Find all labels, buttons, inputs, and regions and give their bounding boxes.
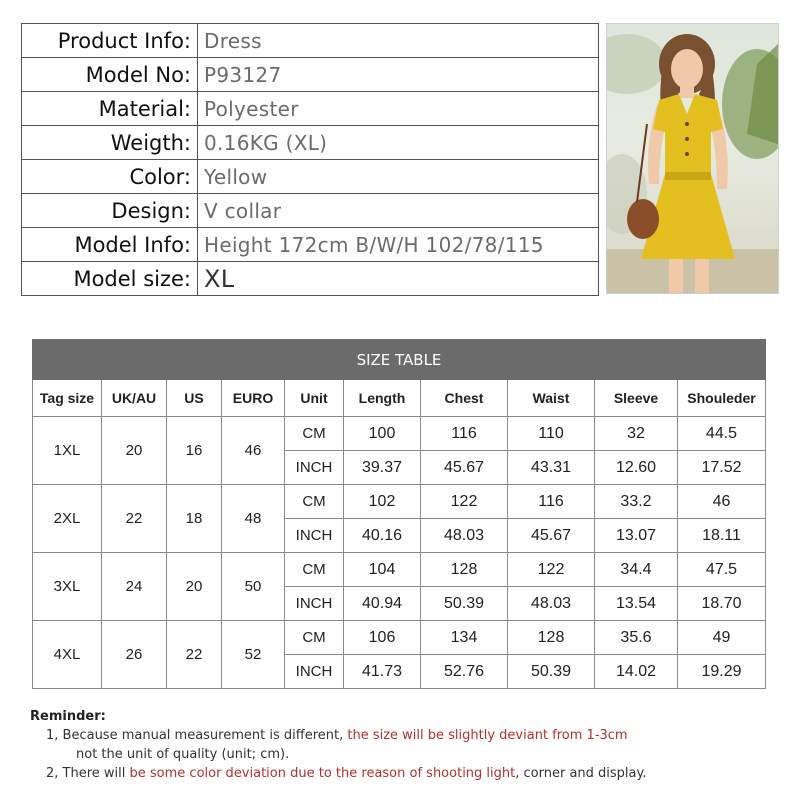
info-label: Design: [22,194,198,228]
unit-cell: INCH [285,587,344,621]
column-header: UK/AU [102,380,167,417]
length-cell: 40.16 [344,519,421,553]
chest-cell: 50.39 [421,587,508,621]
info-label: Weigth: [22,126,198,160]
length-cell: 39.37 [344,451,421,485]
waist-cell: 50.39 [508,655,595,689]
euro-cell: 52 [222,621,285,689]
sleeve-cell: 13.54 [595,587,678,621]
us-cell: 20 [167,553,222,621]
shoulder-cell: 18.11 [678,519,766,553]
uk-cell: 22 [102,485,167,553]
info-row [22,58,599,92]
shoulder-cell: 49 [678,621,766,655]
model-illustration [607,24,778,293]
info-label: Model size: [22,262,198,296]
info-value: XL [198,262,599,296]
column-header: US [167,380,222,417]
column-header: Shouleder [678,380,766,417]
sleeve-cell: 32 [595,417,678,451]
waist-cell: 48.03 [508,587,595,621]
chest-cell: 122 [421,485,508,519]
unit-cell: CM [285,621,344,655]
table-row [33,553,766,587]
unit-cell: INCH [285,451,344,485]
euro-cell: 46 [222,417,285,485]
sleeve-cell: 34.4 [595,553,678,587]
info-row [22,126,599,160]
info-row [22,228,599,262]
us-cell: 18 [167,485,222,553]
table-row [33,485,766,519]
shoulder-cell: 47.5 [678,553,766,587]
info-value: Height 172cm B/W/H 102/78/115 [198,228,599,262]
sleeve-cell: 13.07 [595,519,678,553]
column-header: EURO [222,380,285,417]
unit-cell: CM [285,485,344,519]
column-header: Sleeve [595,380,678,417]
info-value: Polyester [198,92,599,126]
sleeve-cell: 14.02 [595,655,678,689]
tag-size-cell: 1XL [33,417,102,485]
info-row [22,92,599,126]
length-cell: 106 [344,621,421,655]
reminder-text: , corner and display. [515,766,647,781]
info-label: Model Info: [22,228,198,262]
unit-cell: INCH [285,519,344,553]
info-value: Yellow [198,160,599,194]
info-value: V collar [198,194,599,228]
reminder-highlight: the size will be slightly deviant from 1-3cm [347,728,628,743]
info-label: Model No: [22,58,198,92]
info-row [22,24,599,58]
column-header: Tag size [33,380,102,417]
reminder-section [30,707,770,783]
model-photo [606,23,779,294]
column-header: Waist [508,380,595,417]
info-value: 0.16KG (XL) [198,126,599,160]
chest-cell: 116 [421,417,508,451]
tag-size-cell: 2XL [33,485,102,553]
length-cell: 104 [344,553,421,587]
column-header: Length [344,380,421,417]
shoulder-cell: 46 [678,485,766,519]
tag-size-cell: 3XL [33,553,102,621]
column-header: Unit [285,380,344,417]
info-label: Material: [22,92,198,126]
info-row [22,160,599,194]
unit-cell: CM [285,553,344,587]
size-table-title: SIZE TABLE [33,340,766,380]
info-value: Dress [198,24,599,58]
reminder-line-1 [30,726,770,745]
uk-cell: 20 [102,417,167,485]
length-cell: 102 [344,485,421,519]
product-info-table [21,23,599,296]
table-row [33,621,766,655]
sleeve-cell: 33.2 [595,485,678,519]
us-cell: 16 [167,417,222,485]
info-row [22,194,599,228]
reminder-text: 1, Because manual measurement is different, [46,728,348,743]
waist-cell: 110 [508,417,595,451]
euro-cell: 48 [222,485,285,553]
uk-cell: 26 [102,621,167,689]
size-table [32,339,766,689]
length-cell: 40.94 [344,587,421,621]
unit-cell: CM [285,417,344,451]
info-label: Product Info: [22,24,198,58]
reminder-highlight: be some color deviation due to the reason of shooting light [129,766,516,781]
reminder-line-2 [30,764,770,783]
unit-cell: INCH [285,655,344,689]
chest-cell: 52.76 [421,655,508,689]
sleeve-cell: 35.6 [595,621,678,655]
shoulder-cell: 17.52 [678,451,766,485]
size-table-header [33,380,766,417]
waist-cell: 43.31 [508,451,595,485]
waist-cell: 116 [508,485,595,519]
shoulder-cell: 18.70 [678,587,766,621]
info-label: Color: [22,160,198,194]
column-header: Chest [421,380,508,417]
shoulder-cell: 19.29 [678,655,766,689]
euro-cell: 50 [222,553,285,621]
chest-cell: 128 [421,553,508,587]
length-cell: 100 [344,417,421,451]
sleeve-cell: 12.60 [595,451,678,485]
length-cell: 41.73 [344,655,421,689]
chest-cell: 45.67 [421,451,508,485]
info-value: P93127 [198,58,599,92]
waist-cell: 122 [508,553,595,587]
chest-cell: 48.03 [421,519,508,553]
us-cell: 22 [167,621,222,689]
shoulder-cell: 44.5 [678,417,766,451]
waist-cell: 128 [508,621,595,655]
uk-cell: 24 [102,553,167,621]
tag-size-cell: 4XL [33,621,102,689]
reminder-line-1-cont: not the unit of quality (unit; cm). [76,747,290,762]
info-row [22,262,599,296]
reminder-text: 2, There will [46,766,130,781]
table-row [33,417,766,451]
waist-cell: 45.67 [508,519,595,553]
chest-cell: 134 [421,621,508,655]
reminder-title: Reminder: [30,709,106,724]
